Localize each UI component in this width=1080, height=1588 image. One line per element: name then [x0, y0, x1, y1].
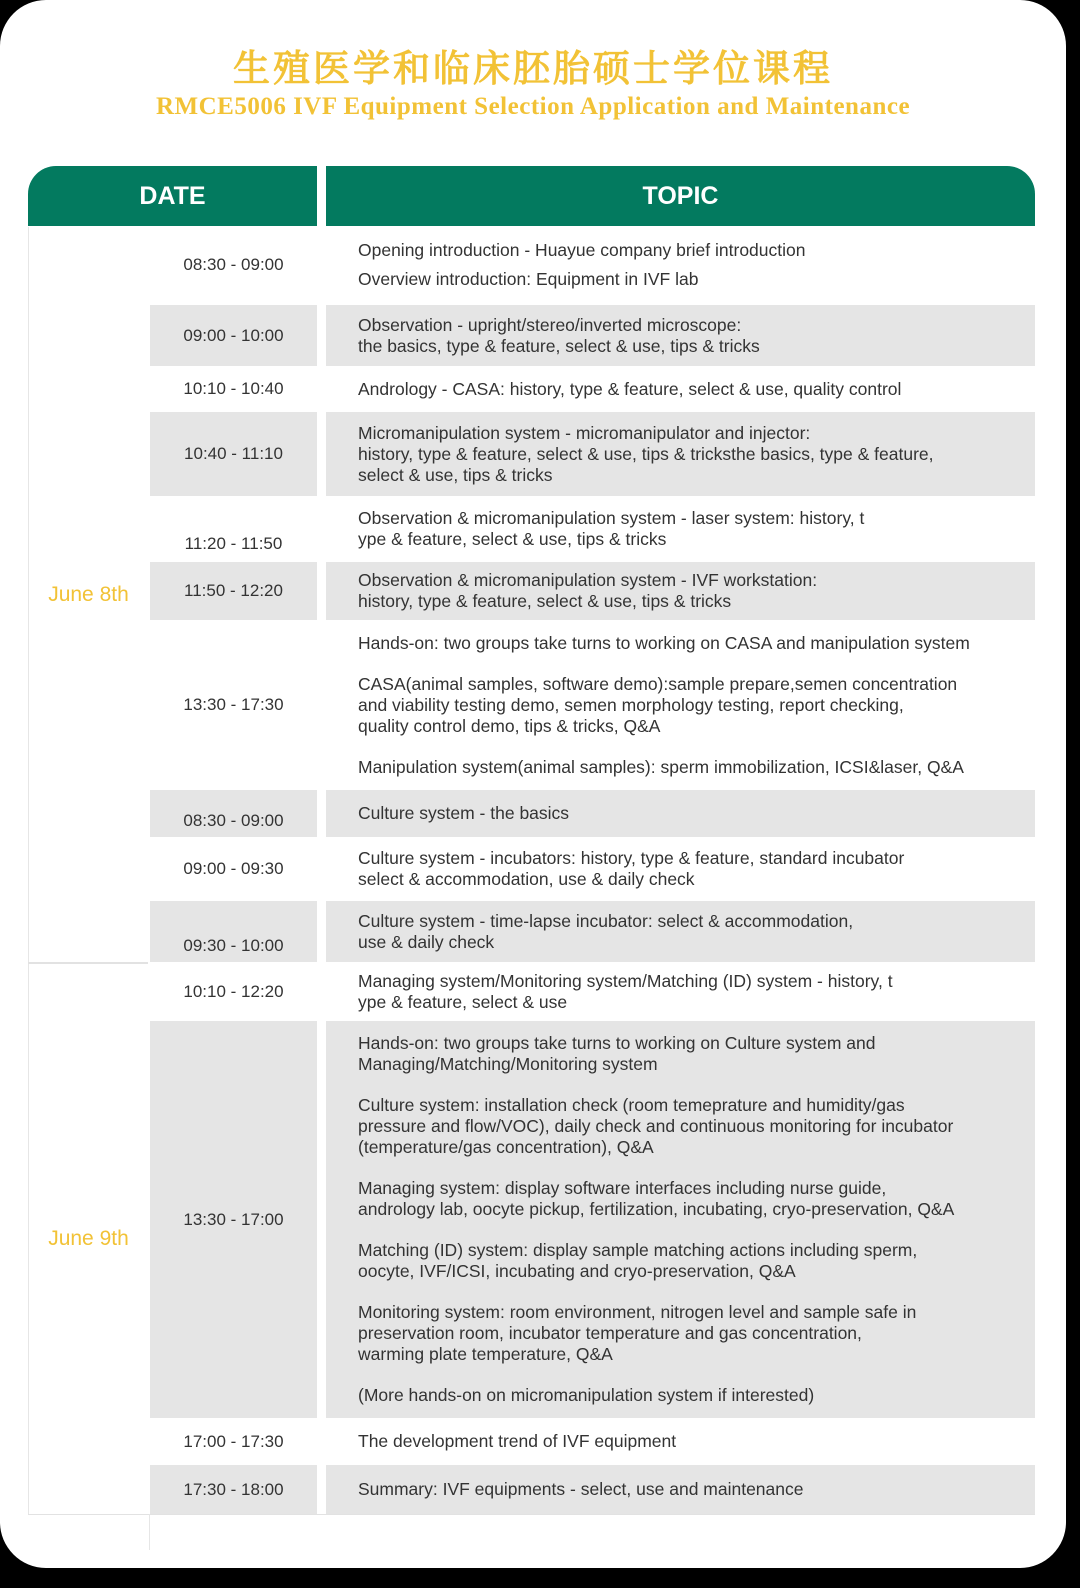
- topic-line: Hands-on: two groups take turns to working on CASA and manipulation system: [358, 632, 970, 653]
- time-cell: 09:00 - 10:00: [150, 305, 317, 366]
- day-cell-june-8: [28, 227, 148, 962]
- topic-line: (More hands-on on micromanipulation system if interested): [358, 1385, 815, 1405]
- topic-line: CASA(animal samples, software demo):sample prepare,semen concentration: [358, 673, 958, 694]
- topic-cell: [326, 1465, 1035, 1514]
- time-cell: 17:30 - 18:00: [150, 1465, 317, 1514]
- table-row: [150, 1021, 1035, 1418]
- topic-cell: [326, 562, 1035, 620]
- topic-line: select & use, tips & tricks: [358, 464, 553, 485]
- topic-cell: [326, 1420, 1035, 1463]
- table-row: [150, 622, 1035, 788]
- column-divider: [149, 1514, 150, 1550]
- topic-cell: [326, 839, 1035, 899]
- time-cell: 11:50 - 12:20: [150, 562, 317, 620]
- topic-cell: [326, 305, 1035, 366]
- topic-line: use & daily check: [358, 931, 495, 952]
- topic-line: Culture system - time-lapse incubator: select & accommodation,: [358, 910, 854, 931]
- topic-line: ype & feature, select & use: [358, 991, 568, 1012]
- time-cell: 08:30 - 09:00: [150, 790, 317, 837]
- topic-line: ype & feature, select & use, tips & tricks: [358, 529, 667, 549]
- topic-line: Andrology - CASA: history, type & feature, select & use, quality control: [358, 378, 902, 399]
- topic-line: preservation room, incubator temperature and gas concentration,: [358, 1323, 862, 1343]
- table-row: [150, 227, 1035, 303]
- topic-line: Opening introduction - Huayue company brief introduction: [358, 240, 806, 260]
- topic-line: and viability testing demo, semen morphology testing, report checking,: [358, 694, 904, 715]
- table-row: [150, 412, 1035, 496]
- topic-line: the basics, type & feature, select & use, tips & tricks: [358, 335, 760, 356]
- time-cell: 13:30 - 17:00: [150, 1021, 317, 1418]
- topic-cell: [326, 964, 1035, 1019]
- topic-line: Summary: IVF equipments - select, use and maintenance: [358, 1479, 804, 1499]
- topic-line: warming plate temperature, Q&A: [358, 1344, 613, 1364]
- topic-cell: [326, 412, 1035, 496]
- table-row: [150, 305, 1035, 366]
- topic-line: history, type & feature, select & use, tips & tricks: [358, 591, 732, 611]
- topic-line: Culture system - the basics: [358, 803, 570, 823]
- topic-line: Culture system: installation check (room temeprature and humidity/gas: [358, 1095, 905, 1115]
- topic-line: andrology lab, oocyte pickup, fertilization, incubating, cryo-preservation, Q&A: [358, 1199, 955, 1219]
- topic-line: Micromanipulation system - micromanipulator and injector:: [358, 422, 811, 443]
- time-cell: 13:30 - 17:30: [183, 695, 284, 714]
- time-cell: 11:20 - 11:50: [184, 534, 283, 553]
- table-row: [150, 790, 1035, 837]
- table-row: [150, 562, 1035, 620]
- topic-column-header: TOPIC: [326, 166, 1035, 226]
- title-english: RMCE5006 IVF Equipment Selection Application and Maintenance: [155, 93, 911, 120]
- time-cell: 10:10 - 12:20: [183, 981, 284, 1001]
- table-row: [150, 368, 1035, 410]
- date-column-header: DATE: [28, 166, 317, 226]
- topic-line: oocyte, IVF/ICSI, incubating and cryo-preservation, Q&A: [358, 1261, 796, 1281]
- topic-line: pressure and flow/VOC), daily check and continuous monitoring for incubator: [358, 1116, 954, 1136]
- table-row: [150, 964, 1035, 1019]
- time-cell: 08:30 - 09:00: [183, 255, 284, 274]
- topic-cell: [326, 498, 1035, 560]
- table-bottom-border: [28, 1514, 1035, 1515]
- topic-cell: [326, 901, 1035, 962]
- topic-line: Observation & micromanipulation system - laser system: history, t: [358, 508, 865, 528]
- time-cell: 09:30 - 10:00: [150, 901, 317, 962]
- topic-line: Culture system - incubators: history, type & feature, standard incubator: [358, 848, 905, 868]
- topic-line: history, type & feature, select & use, tips & tricksthe basics, type & feature,: [358, 443, 934, 464]
- table-row: [150, 901, 1035, 962]
- topic-cell: [326, 622, 1035, 788]
- topic-cell: [326, 368, 1035, 410]
- day-label: June 8th: [48, 582, 129, 606]
- day-label: June 9th: [48, 1227, 129, 1250]
- table-row: [150, 1465, 1035, 1514]
- topic-line: Manipulation system(animal samples): sperm immobilization, ICSI&laser, Q&A: [358, 756, 964, 777]
- time-cell: 17:00 - 17:30: [183, 1431, 284, 1451]
- table-row: [150, 498, 1035, 560]
- table-row: [150, 1420, 1035, 1463]
- table-row: [150, 839, 1035, 899]
- topic-cell: [326, 227, 1035, 303]
- topic-line: Observation & micromanipulation system - IVF workstation:: [358, 570, 818, 590]
- topic-line: Managing system/Monitoring system/Matching (ID) system - history, t: [358, 970, 893, 991]
- topic-line: Overview introduction: Equipment in IVF lab: [358, 269, 699, 289]
- topic-cell: [326, 790, 1035, 837]
- topic-line: Monitoring system: room environment, nitrogen level and sample safe in: [358, 1302, 917, 1322]
- time-cell: 10:40 - 11:10: [150, 412, 317, 496]
- topic-line: Observation - upright/stereo/inverted microscope:: [358, 314, 742, 335]
- time-cell: 10:10 - 10:40: [183, 379, 284, 398]
- topic-line: The development trend of IVF equipment: [358, 1431, 677, 1451]
- day-cell-june-9: [28, 964, 148, 1514]
- topic-cell: [326, 1021, 1035, 1418]
- topic-line: (temperature/gas concentration), Q&A: [358, 1137, 654, 1157]
- topic-line: Hands-on: two groups take turns to working on Culture system and: [358, 1033, 876, 1053]
- topic-line: Matching (ID) system: display sample matching actions including sperm,: [358, 1240, 918, 1260]
- title-chinese: 生殖医学和临床胚胎硕士学位课程: [233, 47, 833, 90]
- topic-line: Managing/Matching/Monitoring system: [358, 1054, 658, 1074]
- topic-line: quality control demo, tips & tricks, Q&A: [358, 715, 661, 736]
- topic-line: Managing system: display software interfaces including nurse guide,: [358, 1178, 887, 1198]
- time-cell: 09:00 - 09:30: [183, 859, 284, 878]
- topic-line: select & accommodation, use & daily check: [358, 869, 695, 889]
